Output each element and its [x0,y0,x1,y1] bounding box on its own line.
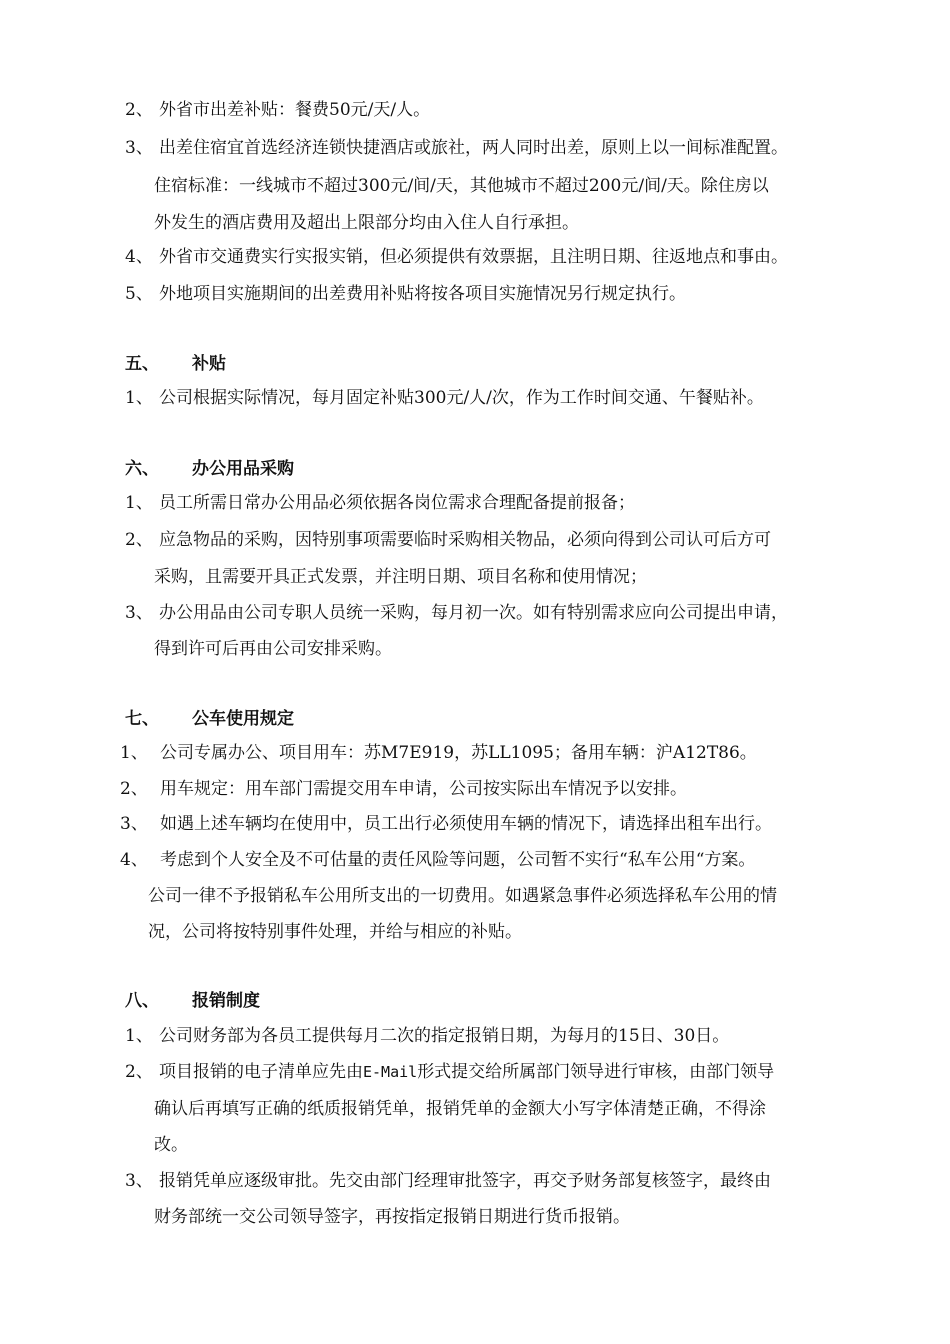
list-item [120,813,772,835]
item-number: 1、 [125,388,153,408]
section-number: 八、 [125,991,159,1011]
item-continuation: 公司一律不予报销私车公用所支出的一切费用。如遇紧急事件必须选择私车公用的情 [148,886,777,906]
list-item [125,387,764,409]
item-text: 外省市交通费实行实报实销，但必须提供有效票据，且注明日期、往返地点和事由。 [159,247,788,267]
email-term: E-Mail [363,1063,418,1081]
list-item [125,1170,771,1192]
section-title: 公车使用规定 [192,709,294,729]
section-title: 报销制度 [192,991,260,1011]
item-number: 1、 [120,743,148,763]
section-number: 六、 [125,459,159,479]
item-text: 如遇上述车辆均在使用中，员工出行必须使用车辆的情况下，请选择出租车出行。 [160,814,772,834]
item-continuation: 财务部统一交公司领导签字，再按指定报销日期进行货币报销。 [154,1207,630,1227]
item-text: 应急物品的采购，因特别事项需要临时采购相关物品，必须向得到公司认可后方可 [159,530,771,550]
item-text: 用车规定：用车部门需提交用车申请，公司按实际出车情况予以安排。 [160,779,687,799]
item-continuation: 住宿标准：一线城市不超过300元/间/天，其他城市不超过200元/间/天。除住房以 [154,176,769,196]
list-item [125,1025,730,1047]
item-text: 考虑到个人安全及不可估量的责任风险等问题，公司暂不实行“私车公用“方案。 [160,850,756,870]
item-number: 3、 [120,814,148,834]
item-number: 1、 [125,1026,153,1046]
item-number: 2、 [125,1062,153,1082]
list-item [125,602,788,624]
item-number: 2、 [125,100,153,120]
item-text-part: 形式提交给所属部门领导进行审核，由部门领导 [417,1062,775,1082]
item-text: 公司根据实际情况，每月固定补贴300元/人/次，作为工作时间交通、午餐贴补。 [159,388,764,408]
item-number: 3、 [125,1171,153,1191]
item-number: 4、 [120,850,148,870]
item-number: 2、 [120,779,148,799]
item-number: 1、 [125,493,153,513]
list-item [125,99,431,121]
list-item [125,529,771,551]
list-item [120,742,757,764]
item-continuation: 确认后再填写正确的纸质报销凭单，报销凭单的金额大小写字体清楚正确，不得涂 [154,1099,766,1119]
item-continuation: 外发生的酒店费用及超出上限部分均由入住人自行承担。 [154,213,579,233]
section-number: 七、 [125,709,159,729]
list-item [125,137,788,159]
list-item [125,492,635,514]
item-number: 3、 [125,138,153,158]
item-number: 2、 [125,530,153,550]
item-text: 出差住宿宜首选经济连锁快捷酒店或旅社，两人同时出差，原则上以一间标准配置。 [159,138,788,158]
list-item [120,778,687,800]
item-text-part: 项目报销的电子清单应先由 [159,1062,363,1082]
item-number: 4、 [125,247,153,267]
list-item [125,1061,775,1083]
item-number: 5、 [125,284,153,304]
item-continuation: 况，公司将按特别事件处理，并给与相应的补贴。 [148,922,522,942]
item-continuation: 采购，且需要开具正式发票，并注明日期、项目名称和使用情况； [154,567,647,587]
list-item [125,246,788,268]
item-text: 报销凭单应逐级审批。先交由部门经理审批签字，再交予财务部复核签字，最终由 [159,1171,771,1191]
list-item [125,283,686,305]
item-text: 公司财务部为各员工提供每月二次的指定报销日期，为每月的15日、30日。 [159,1026,730,1046]
item-number: 3、 [125,603,153,623]
item-continuation: 改。 [154,1135,188,1155]
item-text: 员工所需日常办公用品必须依据各岗位需求合理配备提前报备； [159,493,635,513]
item-text: 公司专属办公、项目用车：苏M7E919，苏LL1095；备用车辆：沪A12T86。 [160,743,757,763]
item-text: 办公用品由公司专职人员统一采购，每月初一次。如有特别需求应向公司提出申请， [159,603,788,623]
section-title: 办公用品采购 [192,459,294,479]
item-text [159,1061,774,1083]
item-continuation: 得到许可后再由公司安排采购。 [154,639,392,659]
item-text: 外地项目实施期间的出差费用补贴将按各项目实施情况另行规定执行。 [159,284,686,304]
section-number: 五、 [125,354,159,374]
item-text: 外省市出差补贴：餐费50元/天/人。 [159,100,431,120]
section-title: 补贴 [192,354,226,374]
list-item [120,849,756,871]
